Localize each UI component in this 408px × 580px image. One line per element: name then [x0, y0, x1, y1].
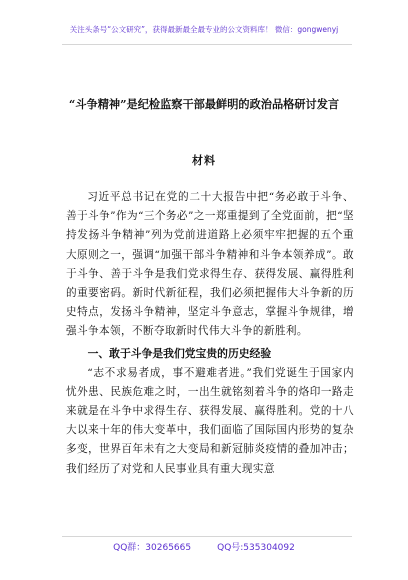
body-paragraph: “志不求易者成，事不避难者进。”我们党诞生于国家内忧外患、民族危难之时，一出生就铭刻着斗争的烙印一路走来就是在斗争中求得生存、获得发展、赢得胜利。党的十八大以来十年的伟大变革中，我们面临了国际国内形势的复杂多变，世界百年未有之大变局和新冠肺炎疫情的叠加冲击；我们经历了对党和人民事业具有重大现实意: [66, 366, 354, 475]
footer-divider: [62, 536, 352, 537]
section-heading: 一、敢于斗争是我们党宝贵的历史经验: [87, 346, 272, 360]
header-divider: [62, 44, 352, 45]
header-note: 关注头条号“公文研究”，获得最新最全最专业的公文资料库！ 微信：gongwenyj: [69, 25, 339, 34]
document-subtitle: 材料: [192, 154, 216, 167]
footer-qq-group: QQ群：30265665: [113, 543, 192, 553]
document-body: [66, 188, 354, 479]
footer: [0, 540, 408, 553]
document-title: “斗争精神”是纪检监察干部最鲜明的政治品格研讨发言: [68, 97, 340, 111]
footer-qq-number: QQ号:535304092: [217, 543, 295, 553]
body-paragraph: 习近平总书记在党的二十大报告中把“务必敢于斗争、善于斗争”作为“三个务必”之一郑重提到了全党面前，把“坚持发扬斗争精神”列为党前进道路上必须牢牢把握的五个重大原则之一，强调“加强干部斗争精神和斗争本领养成”。敢于斗争、善于斗争是我们党求得生存、获得发展、赢得胜利的重要密码。新时代新征程，我们必须把握伟大斗争新的历史特点，发扬斗争精神，坚定斗争意志，掌握斗争规律，增强斗争本领，不断夺取新时代伟大斗争的新胜利。: [66, 191, 354, 338]
